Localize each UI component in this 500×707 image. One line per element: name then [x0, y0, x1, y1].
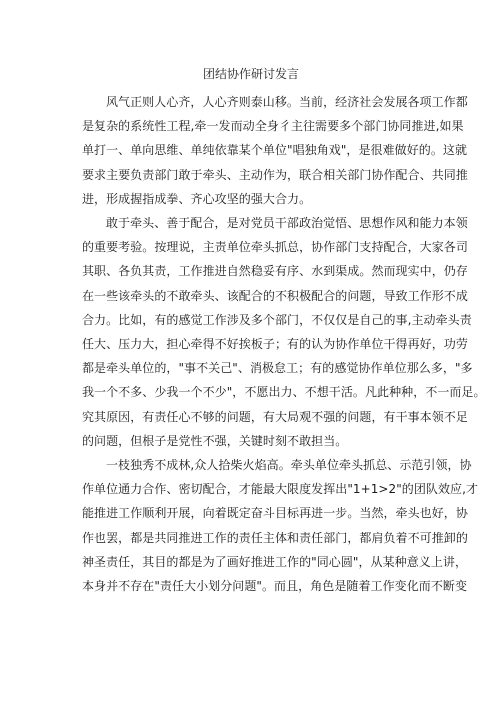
paragraph-line: 一枝独秀不成林,众人拾柴火焰高。牵头单位牵头抓总、示范引领，协	[106, 458, 472, 473]
paragraph-line: 是复杂的系统性工程,牵一发而动全身彳主往需要多个部门协同推进,如果	[82, 119, 464, 134]
paragraph-line: 其职、各负其责，工作推进自然稳妥有序、水到渠成。然而现实中，仍存	[82, 264, 468, 279]
paragraph-line: 合力。比如，有的感觉工作涉及多个部门，不仅仅是自己的事,主动牵头责	[82, 312, 472, 327]
paragraph-line: 要求主要负责部门敢于牵头、主动作为，联合相关部门协作配合、共同推	[82, 167, 468, 182]
paragraph-line: 任大、压力大，担心牵得不好挨板子；有的认为协作单位干得再好，功劳	[82, 337, 468, 352]
paragraph-line: 我一个不多、少我一个不少"，不愿出力、不想干活。凡此种种，不一而足。	[82, 385, 486, 400]
paragraph-line: 本身并不存在"责任大小划分问题"。而且，角色是随着工作变化而不断变	[82, 579, 468, 594]
paragraph-line: 究其原因，有责任心不够的问题，有大局观不强的问题，有干事本领不足	[82, 409, 468, 424]
paragraph-line: 风气正则人心齐，人心齐则泰山移。当前，经济社会发展各项工作都	[106, 95, 468, 109]
paragraph-2	[82, 211, 486, 453]
paragraph-line: 作也罢，都是共同推进工作的责任主体和责任部门，都肩负着不可推卸的	[82, 530, 468, 545]
paragraph-line: 神圣责任，其目的都是为了画好推进工作的"同心圆"，从某种意义上讲，	[82, 554, 468, 569]
paragraph-line: 的问题，但根子是党性不强，关键时刻不敢担当。	[82, 433, 348, 448]
paragraph-line: 敢于牵头、善于配合，是对党员干部政治觉悟、思想作风和能力本领	[106, 216, 468, 231]
paragraph-line: 单打一、单向思维、单纯依靠某个单位"唱独角戏"，是很难做好的。这就	[82, 143, 468, 158]
paragraph-line: 作单位通力合作、密切配合，才能最大限度发挥出"1+1>2"的团队效应,才	[82, 482, 479, 497]
paragraph-line: 的重要考验。按理说，主责单位牵头抓总，协作部门支持配合，大家各司	[82, 240, 468, 255]
document-title: 团结协作研讨发言	[202, 67, 299, 81]
paragraph-line: 进，形成握指成拳、齐心攻坚的强大合力。	[82, 191, 312, 206]
paragraph-line: 在一些该牵头的不敢牵头、该配合的不积极配合的问题，导致工作形不成	[82, 288, 468, 303]
paragraph-1	[82, 90, 468, 211]
paragraph-line: 能推进工作顺利开展，向着既定奋斗目标再进一步。当然，牵头也好，协	[82, 506, 468, 521]
paragraph-line: 都是牵头单位的，"事不关己"、消极怠工；有的感觉协作单位那么多，"多	[82, 361, 473, 376]
paragraph-3	[82, 453, 479, 598]
